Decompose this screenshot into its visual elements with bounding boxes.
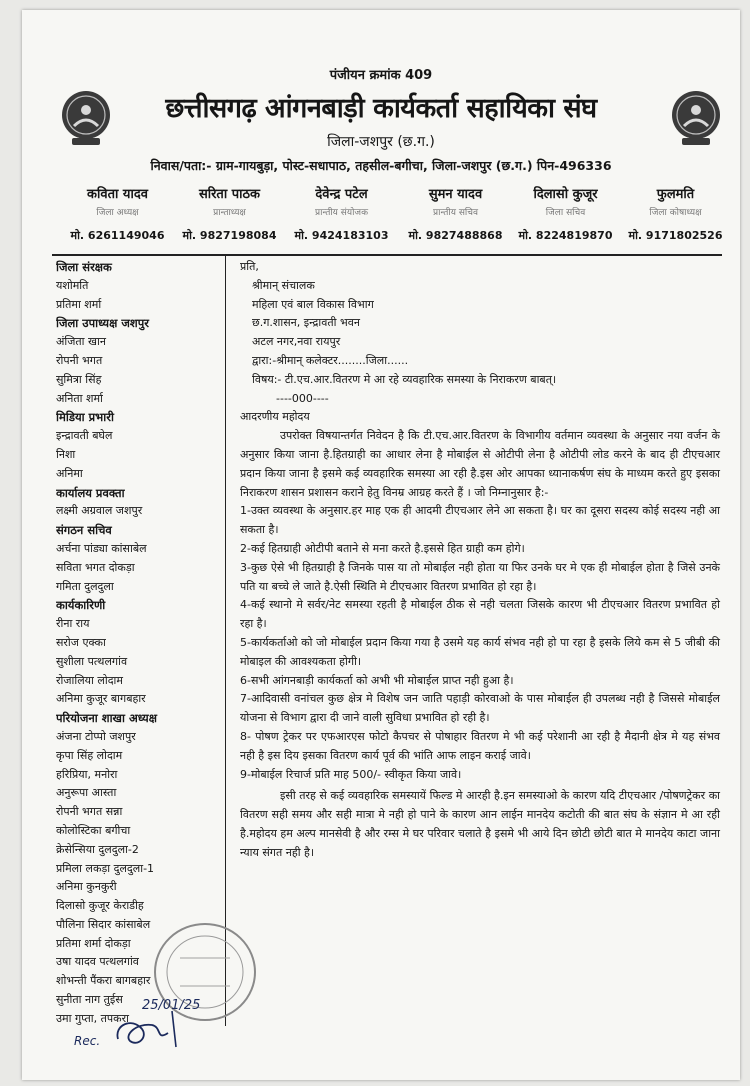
sidebar-member: अनिमा bbox=[56, 466, 83, 480]
officer-phone: मो. 9171802526 bbox=[628, 229, 723, 242]
letter-to: प्रति, bbox=[240, 260, 259, 273]
sidebar-member: कोलोस्टिका बगीचा bbox=[56, 823, 131, 837]
sidebar-member: सुमित्रा सिंह bbox=[56, 372, 102, 386]
officer-card bbox=[618, 184, 733, 243]
letter-body bbox=[240, 258, 720, 863]
district-line: जिला-जशपुर (छ.ग.) bbox=[327, 134, 435, 150]
sidebar-member: रोपनी भगत bbox=[56, 353, 103, 367]
point-item: 3-कुछ ऐसे भी हितग्राही है जिनके पास या तो मोबाईल नही होता या फिर उनके घर मे एक ही मोबाईल होता है जिसे उनके पति या बच्चे ले जाते है.ऐसी स्थिति मे टीएचआर वितरण प्रभावित हो रहा है। bbox=[240, 560, 720, 593]
sidebar-member: सविता भगत दोकड़ा bbox=[56, 560, 135, 574]
officer-role: जिला सचिव bbox=[545, 208, 586, 218]
officer-card bbox=[60, 184, 175, 243]
signature-drawing bbox=[72, 995, 222, 1055]
sidebar-member: रोपनी भगत सन्ना bbox=[56, 805, 123, 819]
sidebar-member: रीना राय bbox=[56, 617, 90, 631]
via-line: द्वारा:-श्रीमान् कलेक्टर........जिला...... bbox=[252, 353, 409, 367]
point-item: 7-आदिवासी वनांचल कुछ क्षेत्र मे विशेष जन जाति पहाड़ी कोरवाओ के पास मोबाईल ही उपलब्ध नही है जिससे मोबाईल योजना से विभाग द्वारा दी जाने वाली सुविधा प्रभावित हो रही है। bbox=[240, 692, 720, 725]
sidebar-member: अनिमा कुनकुरी bbox=[56, 880, 117, 894]
sidebar-member: शोभन्ती पैंकरा बागबहार bbox=[56, 974, 151, 988]
officer-list bbox=[60, 184, 736, 246]
addressee-line: अटल नगर,नवा रायपुर bbox=[252, 335, 341, 349]
sidebar-member: प्रतिमा शर्मा दोकड़ा bbox=[56, 936, 131, 950]
point-item: 4-कई स्थानो मे सर्वर/नेट समस्या रहती है मोबाईल ठीक से नही चलता जिसके कारण भी टीएचआर वितरण प्रभावित हो रहा है। bbox=[240, 598, 720, 631]
addressee-line: छ.ग.शासन, इन्द्रावती भवन bbox=[252, 316, 360, 330]
annotation-date: 25/01/25 bbox=[142, 998, 201, 1013]
sidebar-member: अनिमा कुजूर बागबहार bbox=[56, 692, 146, 706]
point-item: 6-सभी आंगनबाड़ी कार्यकर्ता को अभी भी मोबाईल प्राप्त नही हुआ है। bbox=[240, 673, 514, 687]
sidebar-member: लक्ष्मी अग्रवाल जशपुर bbox=[56, 504, 143, 518]
subject-line: विषय:- टी.एच.आर.वितरण मे आ रहे व्यवहारिक समस्या के निराकरण बाबत्। bbox=[252, 372, 557, 386]
sidebar-member: प्रमिला लकड़ा दुलदुला-1 bbox=[56, 861, 155, 875]
officer-name: देवेन्द्र पटेल bbox=[315, 187, 368, 202]
officer-phone: मो. 9827488868 bbox=[408, 229, 503, 242]
sidebar-member: अंजिता खान bbox=[56, 335, 106, 349]
separator: ----000---- bbox=[276, 391, 329, 405]
sidebar-heading: परियोजना शाखा अध्यक्ष bbox=[56, 711, 157, 726]
salutation: आदरणीय महोदय bbox=[240, 410, 310, 424]
sidebar-heading: संगठन सचिव bbox=[56, 523, 112, 538]
sidebar-member: पौलिना सिदार कांसाबेल bbox=[56, 917, 151, 931]
sidebar-member: उषा यादव पत्थलगांव bbox=[56, 955, 139, 969]
point-item: 8- पोषण ट्रेकर पर एफआरएस फोटो कैपचर से पोषाहार वितरण मे भी कई परेशानी आ रही है मैदानी क्षेत्र मे यह संभव नही है इस दिय इसका वितरण कार्य पूर्व की भांति आफ लाइन कराई जावे। bbox=[240, 729, 720, 762]
sidebar-member: क्रेसेन्सिया दुलदुला-2 bbox=[56, 842, 139, 856]
point-item: 5-कार्यकर्ताओ को जो मोबाईल प्रदान किया गया है उसमे यह कार्य संभव नही हो पा रहा है इसके लिये कम से 5 जीबी की मोबाइल की आवश्यकता होगी। bbox=[240, 635, 720, 668]
officer-role: प्रान्तीय सचिव bbox=[433, 208, 478, 218]
sidebar-member: सरोज एक्का bbox=[56, 635, 106, 649]
officer-card bbox=[284, 184, 399, 243]
officer-role: प्रान्तीय संयोजक bbox=[315, 208, 368, 218]
sidebar-heading: जिला संरक्षक bbox=[56, 260, 112, 274]
officer-card bbox=[508, 184, 623, 243]
sidebar-member: अंजना टोप्पो जशपुर bbox=[56, 729, 136, 743]
officer-card bbox=[398, 184, 513, 243]
sidebar-member: रोजालिया लोदाम bbox=[56, 673, 123, 687]
sidebar-member: अनिता शर्मा bbox=[56, 391, 103, 405]
sidebar-member: सुशीला पत्थलगांव bbox=[56, 654, 128, 668]
intro-paragraph: उपरोक्त विषयान्तर्गत निवेदन है कि टी.एच.आर.वितरण के विभागीय वर्तमान व्यवस्था के अनुसार नया वर्जन के अनुसार किया जाना है.हितग्राही का आधार लेना है मोबाईल से ओटीपी लेना है ओटीपी लोड करने के बाद ही टीएचआर प्रदान किया जाना है इसमे कई व्यवहारिक समस्या आ रही है.इस ओर आपका ध्यानाकर्षण संघ के माध्यम करते हुए इसका निराकरण शासन प्रशासन कराने हेतु विनम्र आग्रह करते हैं । जो निम्नानुसार है:- bbox=[240, 429, 720, 499]
sidebar-member: अर्चना पांड्या कांसाबेल bbox=[56, 541, 147, 555]
sidebar-member: दिलासो कुजूर केराडीह bbox=[56, 899, 144, 913]
annotation-rec: Rec. bbox=[74, 1034, 101, 1048]
officer-card bbox=[172, 184, 287, 243]
column-divider bbox=[225, 256, 226, 1026]
sidebar-heading: मिडिया प्रभारी bbox=[56, 410, 114, 425]
sidebar-member: निशा bbox=[56, 447, 76, 461]
organization-name: छत्तीसगढ़ आंगनबाड़ी कार्यकर्ता सहायिका संघ bbox=[165, 93, 597, 124]
point-item: 1-उक्त व्यवस्था के अनुसार.हर माह एक ही आदमी टीएचआर लेने आ सकता है। घर का दूसरा सदस्य कोई सदस्य नही आ सकता है। bbox=[240, 504, 720, 537]
sidebar-heading: कार्यालय प्रवक्ता bbox=[56, 485, 125, 500]
sidebar-member: सुनीता नाग तुईस bbox=[56, 993, 123, 1007]
officer-phone: मो. 8224819870 bbox=[518, 229, 613, 242]
officer-name: सरिता पाठक bbox=[198, 187, 261, 202]
address-line: निवास/पता:- ग्राम-गायबुड़ा, पोस्ट-सधापाठ, तहसील-बगीचा, जिला-जशपुर (छ.ग.) पिन-496336 bbox=[150, 158, 612, 173]
letter-page bbox=[22, 10, 740, 1080]
officer-phone: मो. 9827198084 bbox=[182, 229, 277, 242]
registration-number: पंजीयन क्रमांक 409 bbox=[329, 68, 433, 83]
handwritten-signature bbox=[72, 995, 222, 1055]
sidebar-heading: कार्यकारिणी bbox=[56, 598, 106, 613]
sidebar-member: इन्द्रावती बघेल bbox=[56, 429, 113, 443]
addressee-line: श्रीमान् संचालक bbox=[252, 278, 315, 292]
sidebar-member: उमा गुप्ता, तपकरा bbox=[56, 1011, 129, 1025]
sidebar-member: यशोमति bbox=[56, 278, 89, 292]
officer-role: प्रान्ताध्यक्ष bbox=[213, 208, 246, 218]
officer-name: दिलासो कुजूर bbox=[533, 187, 598, 202]
sidebar-member: अनुरूपा आस्ता bbox=[56, 786, 117, 800]
addressee-line: महिला एवं बाल विकास विभाग bbox=[252, 297, 374, 311]
header-divider bbox=[52, 254, 722, 256]
sidebar-member: हरिप्रिया, मनोरा bbox=[56, 767, 118, 781]
closing-paragraph: इसी तरह से कई व्यवहारिक समस्यायें फिल्ड मे आरही है.इन समस्याओ के कारण यदि टीएचआर /पोषणट्रेकर का वितरण सही समय और सही मात्रा मे नही हो पाने के कारण आन लाईन मानदेय कटोती की बात संघ के संज्ञान मे आ रही है.महोदय हम अल्प मानसेवी है और रम्स मे घर परिवार चलाते है इसमे भी आये दिन छोटी छोटी बात मे मानदेय काटा जाना न्याय संगत नही है। bbox=[240, 789, 720, 859]
sidebar-heading: जिला उपाध्यक्ष जशपुर bbox=[56, 316, 149, 331]
member-sidebar bbox=[56, 258, 224, 1029]
sidebar-member: प्रतिमा शर्मा bbox=[56, 297, 102, 311]
sidebar-member: गमिता दुलदुला bbox=[56, 579, 114, 593]
officer-name: कविता यादव bbox=[87, 187, 148, 202]
sidebar-member: कृपा सिंह लोदाम bbox=[56, 748, 123, 762]
officer-phone: मो. 9424183103 bbox=[294, 229, 389, 242]
officer-name: सुमन यादव bbox=[428, 187, 483, 202]
officer-role: जिला अध्यक्ष bbox=[96, 208, 139, 218]
officer-role: जिला कोषाध्यक्ष bbox=[649, 208, 702, 218]
point-item: 9-मोबाईल रिचार्ज प्रति माह 500/- स्वीकृत किया जावे। bbox=[240, 767, 462, 781]
point-item: 2-कई हितग्राही ओटीपी बताने से मना करते है.इससे हित ग्राही कम होगे। bbox=[240, 541, 525, 555]
officer-name: फुलमति bbox=[656, 187, 695, 202]
officer-phone: मो. 6261149046 bbox=[70, 229, 165, 242]
